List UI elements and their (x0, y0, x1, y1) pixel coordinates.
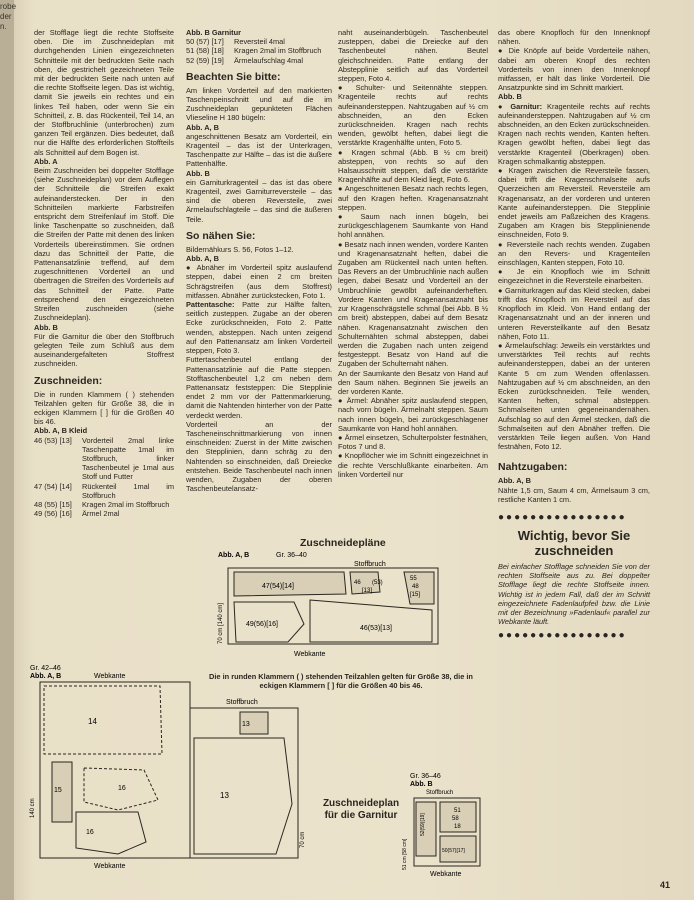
diagram-label: Abb. A, B (30, 673, 62, 680)
saumkante-paragraph: An der Saumkante den Besatz von Hand auf den Saum nähen. Beginnen Sie jeweils an der vorderen Kante. (338, 368, 488, 396)
part-label: 48 (412, 584, 419, 590)
diagram-size: Gr. 42–46 (30, 665, 61, 672)
diagram-size: Gr. 36–40 (276, 552, 307, 559)
naehkurs-reference: Bildernähkurs S. 56, Fotos 1–12. (186, 244, 294, 254)
diagram-caption: Die in runden Klammern ( ) stehenden Teilzahlen gelten für Größe 38, die in eckigen Klammern [ ] für die Größen 40 bis 46. (209, 672, 473, 690)
fabric-height-label: 51 cm [58 cm] (402, 838, 408, 870)
einschneiden-paragraph: Vorderteil an der Tascheneinschnittmarkierung von innen einschneiden: Zuerst in der Mitte zwischen den Stepplinien, dann schräg zu den Nahtenden so einschneiden, daß Dreiecke entstehen. Beide Taschenbeutel nach innen wenden, Zugaben der oberen Taschenbeutelansatz- (186, 419, 332, 494)
dot-divider: ●●●●●●●●●●●●●●●● (498, 511, 627, 523)
cutting-plan-right (400, 770, 496, 880)
wichtig-text: Bei einfacher Stofflage schneiden Sie von der rechten Stoffseite aus zu. Bei doppelter Stofflage liegt die rechte Stoffseite innen. Wichtig ist in jedem Fall, daß der im Schnitt eingezeichnete Fadenlaufpfeil bzw. die Linie mit der Bezeichnung »Fadenlauf« parallel zur Webkante läuft. (498, 561, 650, 627)
garnitur-heading: Abb. B Garnitur (186, 28, 242, 37)
front-piece (194, 738, 292, 854)
part-label: 55 (410, 576, 417, 582)
garnitur-list-item: 52 (59) [19] Ärmelaufschlag 4mal (186, 55, 304, 65)
previous-page-edge (0, 0, 14, 900)
stoffbruch-label: Stoffbruch (226, 699, 258, 706)
diagram-size: Gr. 36–46 (410, 773, 441, 780)
previous-page-text: robe der n. (0, 2, 17, 31)
cutting-plan-left (28, 662, 204, 872)
kleid-heading: Abb. A, B Kleid (34, 426, 88, 436)
webkante-label: Webkante (94, 673, 126, 680)
pattentasche-step: Pattentasche: Patte zur Hälfte falten, seitlich zusteppen. Zugabe an der oberen Ecke zurückschneiden, Foto 2. Patte wenden, absteppen. Nach unten zeigend auf den Pattenansatz am linken Vorderteil steppen, Foto 3. (186, 300, 332, 356)
cutting-plan-top (214, 548, 454, 660)
besatz-wenden-step: ● Besatz nach innen wenden, vordere Kanten und Kragenansatznaht heften, dabei die Zugaben am Rückenteil nach unten heften. Das Revers an der Umbruchlinie nach außen legen, dabei Besatz und Vorderteil an der Umbruchlinie gewölbt aufeinanderheften. Vordere Kanten und Kragenansatznaht bis zur Kragenschrägstelle schmal (bei Abb. B ½ cm breit) absteppen, dabei auf dem Besatz nähen. Kragenansatznaht zwischen den Schulternähten schmal absteppen, dabei werden die Zugaben nach unten zeigend festgesteppt. Besatz von Hand auf die Zugaben der Schulternaht nähen. (338, 240, 488, 369)
schulter-step: ● Schulter- und Seitennähte steppen. Kragenteile rechts auf rechts aufeinandersteppen. Nahtzugaben auf ½ cm abschneiden, an den Ecken zurückschneiden. Kragen nach rechts wenden, gewölbt heften, dabei liegt die verstärkte Kragenhälfte unten, Foto 5. (338, 83, 488, 147)
garnitur-plan-label: Zuschneideplan für die Garnitur (322, 798, 400, 821)
besatz-paragraph: angeschnittenen Besatz am Vorderteil, ein Kragenteil – das ist der Unterkragen, Taschenpatte zur Hälfte – das ist die äußere Pattenhälfte. (186, 131, 332, 169)
parts-list-item: 47 (54) [14] Rückenteil 1mal im Stoffbruch (34, 481, 174, 500)
part-label: [13] (362, 588, 373, 594)
webkante-label: Webkante (94, 863, 126, 870)
garniturkragen-step: ● Garniturkragen auf das Kleid stecken, dabei trifft das Knopfloch im Reversteil auf das Knopfloch im Kleid. Von Hand entlang der Kragenansatznaht und an der inneren und unteren Reversteilkante auf den Besatz nähen, Foto 11. (498, 286, 650, 341)
reversteile-step: ● Kragen zwischen die Reversteile fassen, dabei trifft die Kragenschmalseite aufs Querzeichen am Reversteil. Reversteile am Kragenansatz, an der vorderen und unteren Kante aufeinandersteppen. Die Stepplinie endet jeweils am Paßzeichen des Kragens. Zugaben am Kragen bis Stepplinienende einschneiden, Foto 9. (498, 166, 650, 240)
abb-b-label: Abb. B (498, 92, 522, 102)
part-label: 46(53)[13] (360, 625, 392, 632)
stoffbruch-label: Stoffbruch (426, 790, 454, 796)
stoffbruch-label: Stoffbruch (354, 561, 386, 568)
cuff-piece (416, 802, 436, 856)
knopfloecher-step: ● Knopflöcher wie im Schnitt eingezeichnet in die rechte Verschlußkante einarbeiten. Am linken Vorderteil nur (338, 451, 488, 479)
reversteile-wenden-step: ● Reversteile nach rechts wenden. Zugaben an den Revers- und Kragenteilen einschlagen, Kanten steppen, Foto 10. (498, 240, 650, 268)
part-label: 58 (452, 816, 459, 822)
fabric-height-label: 70 cm [140 cm] (218, 602, 224, 644)
part-label: 18 (454, 824, 461, 830)
garnitur-cut-paragraph: Für die Garnitur die über den Stoffbruch gelegten Teile zum Schluß aus dem auseinandergefalteten Stoffrest zuschneiden. (34, 331, 174, 369)
fabric-height-label: 140 cm (30, 798, 36, 818)
part-label: 52(59)[19] (420, 813, 426, 836)
page-number: 41 (660, 880, 671, 890)
diagram-label: Abb. A, B (218, 552, 250, 559)
part-label: 16 (118, 785, 126, 792)
abnaeher-step: ● Abnäher im Vorderteil spitz auslaufend steppen, dabei einen 2 cm breiten Schrägstreifen (aus dem Stoffrest) mitfassen. Abnäher zurückstecken, Foto 1. (186, 263, 332, 300)
webkante-label: Webkante (294, 651, 326, 658)
abb-b-label: Abb. B (186, 168, 210, 178)
diagram-label: Abb. B (410, 781, 433, 788)
garnitur-list-item: 51 (58) [18] Kragen 2mal im Stoffbruch (186, 46, 322, 56)
stripe-paragraph: Beim Zuschneiden bei doppelter Stofflage (siehe Zuschneideplan) vor dem Auflegen der Schnitteile die Streifen exakt aufeinanderstecken. Der in den Schnitteilen markierte Farbstreifen entspricht dem Streifenlauf im Stoff. Die linke Taschenpatte so zuschneiden, daß die Streifen der Patte mit denen des linken Vorderteils übereinstimmen. Sie ordnen dazu das Schnitteil der Patte, die Pattenansatzlinie treffend, auf dem zugeschnittenen Vorderteil an und übertragen die Streifen des Vorderteils auf das Schnitteil der Patte. Patte entsprechend den eingezeichneten Streifen zuschneiden (siehe Zuschneideplan). (34, 166, 174, 323)
part-label: (53) (372, 580, 383, 586)
part-label: 51 (454, 808, 461, 814)
knopfloch-revers-step: ● Je ein Knopfloch wie im Schnitt eingezeichnet in die Reversteile einarbeiten. (498, 267, 650, 285)
beachten-heading: Beachten Sie bitte: (186, 70, 281, 83)
taschenbeutel-paragraph: Futtertaschenbeutel entlang der Pattenansatzlinie auf die Patte steppen. Stofftaschenbeutel 1,2 cm neben dem Pattenansatz feststeppen: Die Stepplinie endet 2 mm vor der Pattenmarkierung, damit die Nahtenden hinterher von der Patte verdeckt werden. (186, 355, 332, 420)
part-label: 16 (86, 829, 94, 836)
part-label: 15 (54, 787, 62, 794)
aermelaufschlag-step: ● Ärmelaufschlag: Jeweils ein verstärktes und unverstärktes Teil rechts auf rechts aufeinandersteppen, dabei an der unteren Kante 5 cm zum Wenden offenlassen. Nahtzugaben auf ½ cm abschneiden, an den Ecken zurückschneiden. Teile wenden, Kanten heften, schmal absteppen. Schmalseiten unten gegeneinandernähen. Aufschlag so auf den Ärmel stecken, daß die Schmalseiten auf den Abnäher treffen. Die verstärkten Teile liegen außen. Von Hand festnähen, Foto 12. (498, 341, 650, 451)
collar-piece (404, 572, 434, 604)
wichtig-heading: Wichtig, bevor Sie zuschneiden (517, 527, 631, 558)
knoepfe-step: ● Die Knöpfe auf beide Vorderteile nähen, dabei am oberen Knopf des rechten Vorderteils von innen den Innenknopf mitfassen, er hält das linke Vorderteil. Die Ansatzpunkte sind im Schnitt markiert. (498, 46, 650, 92)
part-label: 13 (242, 721, 250, 728)
abb-ab-label: Abb. A, B (186, 122, 219, 132)
column-4 (498, 28, 650, 642)
part-label: [15] (410, 592, 421, 598)
abb-ab-label: Abb. A, B (498, 476, 531, 486)
parts-list-item: 46 (53) [13] Vorderteil 2mal linke Taschenpatte 1mal im Stoffbruch, linker Taschenbeutel je 1mal aus Stoff und Futter (34, 435, 174, 482)
parts-list-item: 48 (55) [15] Kragen 2mal im Stoffbruch (34, 499, 170, 509)
front-piece (310, 600, 432, 642)
column-3 (338, 28, 488, 479)
saum-step: ● Saum nach innen bügeln, bei zurückgeschlagenem Saumkante von Hand hohl annähen. (338, 212, 488, 240)
nahtzugaben-heading: Nahtzugaben: (498, 461, 568, 474)
webkante-label: Webkante (430, 871, 462, 878)
garnitur-step: ● Garnitur: Kragenteile rechts auf rechts aufeinandersteppen. Nahtzugaben auf ½ cm abschneiden, an den Ecken zurückschneiden. Kragen nach rechts wenden, Kanten heften. Kragen gewölbt heften, dabei liegt das verstärkte Kragenteil (Oberkragen) oben. Kragen schmalkantig absteppen. (498, 102, 650, 166)
garnitur-list-item: 50 (57) [17] Reversteil 4mal (186, 37, 285, 47)
abb-a-label: Abb. A (34, 156, 58, 166)
garniturkragen-paragraph: ein Garniturkragenteil – das ist das obere Kragenteil, zwei Garniturreversteile – das sind die oberen Reversteile, zwei Ärmelaufschlagteile – das sind die äußeren Teile. (186, 177, 332, 224)
cutting-plan-middle (180, 694, 310, 862)
part-label: 14 (88, 717, 97, 726)
back-piece (44, 686, 162, 754)
abb-ab-label: Abb. A, B (186, 254, 219, 264)
vlieseline-paragraph: Am linken Vorderteil auf den markierten Taschenpeinschnitt und auf die im Zuschneideplan gepunkteten Flächen Vlieseline H 180 bügeln: (186, 85, 332, 123)
size-note: Die in runden Klammern ( ) stehenden Teilzahlen gelten für Größe 38, die in eckigen Klammern [ ] für die Größen 40 bis 46. (34, 389, 174, 427)
aermel-step: ● Ärmel: Abnäher spitz auslaufend steppen, nach vorn bügeln. Ärmelnaht steppen. Saum nach innen bügeln, bei zurückgeschlagener Saumkante von Hand hohl annähen. (338, 396, 488, 433)
parts-list-item: 49 (56) [16] Ärmel 2mal (34, 509, 120, 519)
part-label: 13 (220, 791, 229, 800)
part-label: 50(57)[17] (442, 848, 465, 854)
besatz-step: ● Angeschnittenen Besatz nach rechts legen, auf den Kragen heften. Kragenansatznaht steppen. (338, 184, 488, 212)
part-label: 46 (354, 580, 361, 586)
fabric-height-label: 70 cm (300, 831, 306, 848)
naehen-heading: So nähen Sie: (186, 229, 256, 242)
column-2 (186, 28, 332, 493)
nahtzugaben-text: Nähte 1,5 cm, Saum 4 cm, Ärmelsaum 3 cm, restliche Kanten 1 cm. (498, 485, 650, 504)
abb-b-label: Abb. B (34, 322, 58, 332)
dot-divider: ●●●●●●●●●●●●●●●● (498, 630, 627, 642)
zuschneiden-heading: Zuschneiden: (34, 374, 103, 387)
taschenbeutel-continued: naht auseinanderbügeln. Taschenbeutel zusteppen, dabei die Dreiecke auf den Taschenbeutel nähen. Beutel gleichschneiden. Patte entlang der Abstepplinie seitlich auf das Vorderteil steppen, Foto 4. (338, 28, 488, 84)
aermel-einsetzen-step: ● Ärmel einsetzen, Schulterpolster festnähen, Fotos 7 und 8. (338, 433, 488, 451)
intro-paragraph: der Stofflage liegt die rechte Stoffseite oben. Die im Zuschneideplan mit durchgehenden Linien eingezeichneten Schnitteile mit der bedruckten Seite nach oben, die gestrichelt gezeichneten Teile mit der bedruckten Seite nach unten auf die rechte Stoffseite legen. Das ist wichtig, damit Sie jeweils ein rechtes und ein linkes Teil haben, oder wenn Sie ein Schnitteil, z. B. das Rückenteil, Teil 14, an der Stoffbruchlinie (unterbrochen) zum ganzen Teil ergänzen. Dies bedeutet, daß nur die Hälfte des erforderlichen Stoffteils als Schnitteil auf dem Bogen ist. (34, 28, 174, 157)
kragen-step: ● Kragen schmal (Abb. B ½ cm breit) absteppen, von rechts so auf den Halsausschnitt steppen, daß die verstärkte Kragenhälfte auf dem Kleid liegt, Foto 6. (338, 148, 488, 185)
knopfloch-continued: das obere Knopfloch für den Innenknopf nähen. (498, 28, 650, 47)
part-label: 47(54)[14] (262, 583, 294, 590)
column-1 (34, 28, 174, 518)
cutting-plans-title: Zuschneidepläne (300, 537, 386, 549)
part-label: 49(56)[16] (246, 621, 278, 628)
